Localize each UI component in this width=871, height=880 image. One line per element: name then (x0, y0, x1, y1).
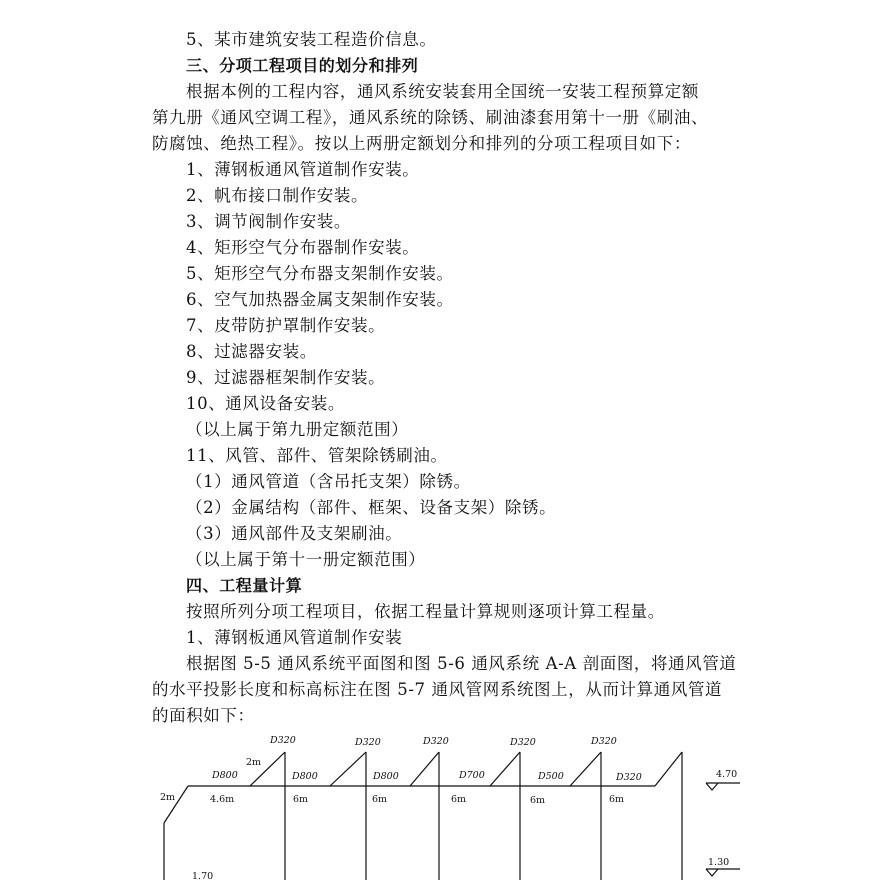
branch-duct-4 (490, 752, 520, 786)
rise-label: 2m (246, 757, 262, 768)
duct-size-label: D800 (212, 770, 238, 781)
list-item: （1）通风管道（含吊托支架）除锈。 (186, 472, 471, 491)
list-item: 11、风管、部件、管架除锈刷油。 (186, 446, 448, 465)
length-labels (210, 794, 624, 806)
duct-size-label: D800 (373, 771, 399, 782)
branch-duct-5 (570, 752, 601, 786)
list-item: 5、矩形空气分布器支架制作安装。 (186, 264, 454, 283)
list-item: 9、过滤器框架制作安装。 (186, 368, 386, 387)
branch-size-label: D320 (591, 736, 617, 747)
duct-size-label: D320 (616, 772, 642, 783)
duct-size-label: D800 (292, 771, 318, 782)
subsection-heading: 1、薄钢板通风管道制作安装 (186, 628, 403, 647)
list-item: 6、空气加热器金属支架制作安装。 (186, 290, 454, 309)
list-item: （2）金属结构（部件、框架、设备支架）除锈。 (186, 498, 557, 517)
branch-size-label: D320 (510, 737, 536, 748)
elevation-label: 1.70 (192, 871, 214, 880)
rise-label: 2m (160, 792, 176, 803)
paragraph-line: 的面积如下： (152, 706, 255, 725)
branch-duct-3 (410, 752, 439, 786)
elevation-marker-top (706, 783, 718, 790)
duct-system-diagram (150, 728, 750, 880)
list-item: 2、帆布接口制作安装。 (186, 186, 369, 205)
note-line: （以上属于第九册定额范围） (186, 420, 409, 439)
list-item: 3、调节阀制作安装。 (186, 212, 351, 231)
length-label: 4.6m (210, 794, 235, 805)
branch-size-label: D320 (423, 736, 449, 747)
paragraph-line: 根据本例的工程内容，通风系统安装套用全国统一安装工程预算定额 (186, 82, 699, 101)
note-line: （以上属于第十一册定额范围） (186, 550, 426, 569)
list-item: 4、矩形空气分布器制作安装。 (186, 238, 420, 257)
paragraph-line: 第九册《通风空调工程》，通风系统的除锈、刷油漆套用第十一册《刷油、 (152, 108, 709, 127)
list-item: 8、过滤器安装。 (186, 342, 317, 361)
list-item: 5、某市建筑安装工程造价信息。 (186, 30, 437, 49)
branch-size-label: D320 (355, 737, 381, 748)
elevation-label: 4.70 (716, 769, 738, 780)
branch-duct-6 (655, 752, 682, 786)
list-item: 7、皮带防护罩制作安装。 (186, 316, 386, 335)
branch-size-label: D320 (270, 735, 296, 746)
duct-size-label: D500 (538, 771, 564, 782)
section-heading: 三、分项工程项目的划分和排列 (186, 56, 419, 75)
list-item: 10、通风设备安装。 (186, 394, 345, 413)
paragraph-line: 的水平投影长度和标高标注在图 5-7 通风管网系统图上，从而计算通风管道 (152, 680, 723, 699)
paragraph-line: 按照所列分项工程项目，依据工程量计算规则逐项计算工程量。 (186, 602, 665, 621)
paragraph-line: 根据图 5-5 通风系统平面图和图 5-6 通风系统 A-A 剖面图，将通风管道 (186, 654, 737, 673)
duct-lines (164, 752, 740, 880)
elevation-label: 1.30 (708, 857, 730, 868)
length-label: 6m (451, 794, 467, 805)
duct-size-label: D700 (459, 770, 485, 781)
length-label: 6m (530, 795, 546, 806)
branch-size-labels (269, 735, 617, 748)
length-label: 6m (609, 794, 625, 805)
list-item: 1、薄钢板通风管道制作安装。 (186, 160, 420, 179)
length-label: 6m (293, 794, 309, 805)
section-heading: 四、工程量计算 (186, 576, 303, 595)
list-item: （3）通风部件及支架刷油。 (186, 524, 403, 543)
length-label: 6m (372, 794, 388, 805)
main-duct-size-labels (211, 770, 642, 783)
elevation-marker-bottom (706, 869, 718, 876)
branch-duct-2 (330, 752, 366, 786)
paragraph-line: 防腐蚀、绝热工程》。按以上两册定额划分和排列的分项工程项目如下： (152, 134, 691, 153)
